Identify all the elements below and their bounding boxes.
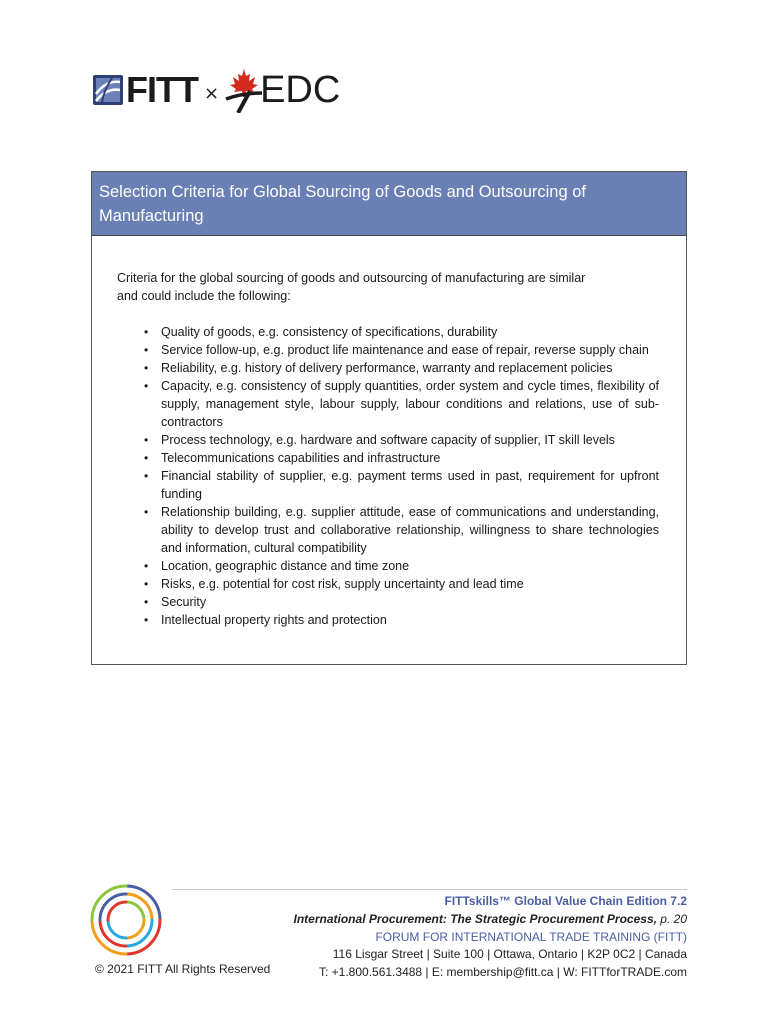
list-item: • Location, geographic distance and time zone <box>161 557 659 575</box>
list-item: • Risks, e.g. potential for cost risk, supply uncertainty and lead time <box>161 575 659 593</box>
list-item: • Process technology, e.g. hardware and software capacity of supplier, IT skill levels <box>161 431 659 449</box>
fitt-edc-logo <box>92 66 340 114</box>
fitt-rings-icon <box>88 882 164 958</box>
logo-separator: × <box>203 82 220 104</box>
list-item: • Relationship building, e.g. supplier attitude, ease of communications and understanding, ability to develop trust and collaborative relationship, willingness to share technologies and information, cultural compatibility <box>161 503 659 557</box>
footer-divider <box>172 889 687 890</box>
course-line <box>294 911 687 929</box>
maple-leaf-icon <box>224 67 264 113</box>
list-item: • Security <box>161 593 659 611</box>
intro-text: Criteria for the global sourcing of goods and outsourcing of manufacturing are similar and could include the following: <box>117 271 586 303</box>
list-item: • Telecommunications capabilities and infrastructure <box>161 449 659 467</box>
page-number: p. 20 <box>660 911 687 926</box>
criteria-list <box>117 323 659 629</box>
address-line: 116 Lisgar Street | Suite 100 | Ottawa, Ontario | K2P 0C2 | Canada <box>332 947 687 962</box>
list-item: • Capacity, e.g. consistency of supply quantities, order system and cycle times, flexibility of supply, management style, labour supply, labour conditions and relations, use of sub-contractors <box>161 377 659 431</box>
fitt-logo-icon <box>92 74 124 106</box>
criteria-box <box>91 171 687 665</box>
course-title: International Procurement: The Strategic Procurement Process, <box>293 911 657 926</box>
list-item: • Financial stability of supplier, e.g. payment terms used in past, requirement for upfront funding <box>161 467 659 503</box>
box-body <box>92 236 686 629</box>
edc-wordmark: EDC <box>260 69 341 111</box>
fitt-wordmark: FITT <box>126 69 198 110</box>
forum-line: FORUM FOR INTERNATIONAL TRADE TRAINING (FITT) <box>375 929 687 944</box>
list-item: • Quality of goods, e.g. consistency of specifications, durability <box>161 323 659 341</box>
box-title: Selection Criteria for Global Sourcing of Goods and Outsourcing of Manufacturing <box>92 172 686 236</box>
copyright-text: © 2021 FITT All Rights Reserved <box>95 962 271 976</box>
list-item: • Intellectual property rights and protection <box>161 611 659 629</box>
list-item: • Service follow-up, e.g. product life maintenance and ease of repair, reverse supply chain <box>161 341 659 359</box>
list-item: • Reliability, e.g. history of delivery performance, warranty and replacement policies <box>161 359 659 377</box>
footer-info <box>294 893 687 982</box>
contact-line: T: +1.800.561.3488 | E: membership@fitt.ca | W: FITTforTRADE.com <box>319 965 687 980</box>
edition-line: FITTskills™ Global Value Chain Edition 7.2 <box>444 894 687 908</box>
